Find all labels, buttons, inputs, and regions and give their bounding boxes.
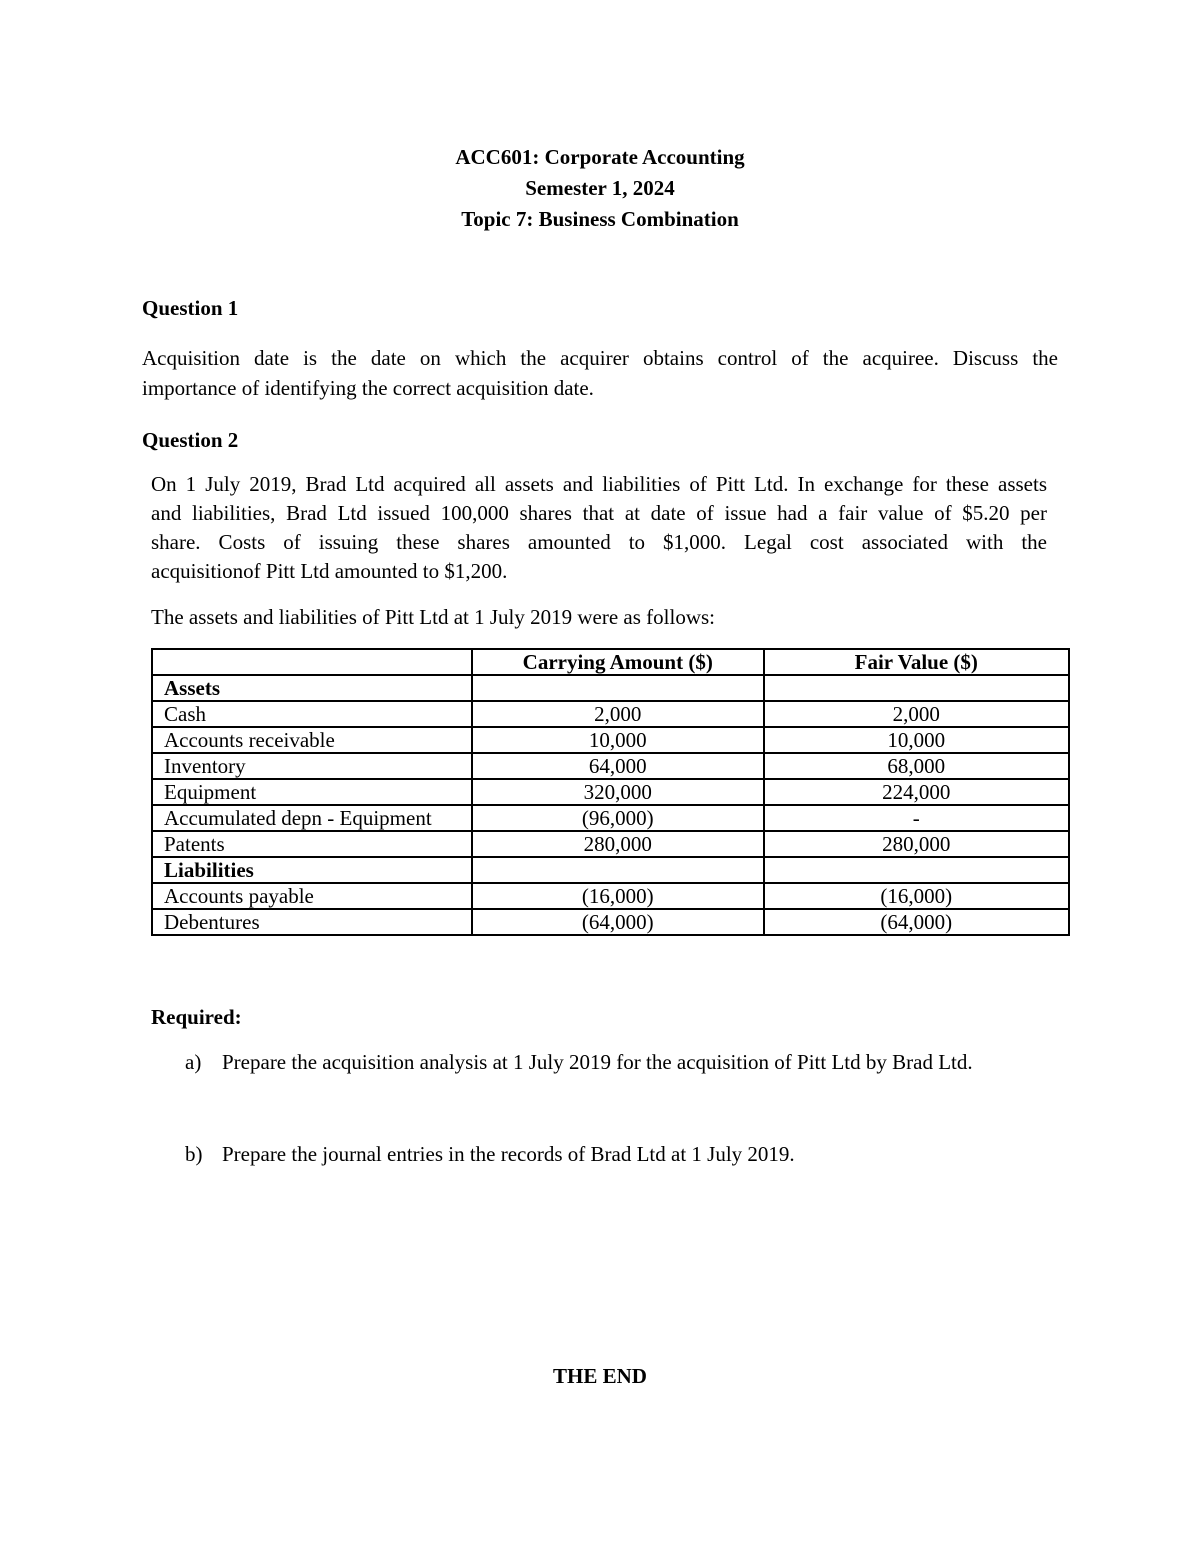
question-2-text	[151, 470, 1047, 586]
the-end-label: THE END	[553, 1364, 647, 1388]
fair-value: 68,000	[764, 753, 1069, 779]
fair-value: 280,000	[764, 831, 1069, 857]
table-header-carrying: Carrying Amount ($)	[472, 649, 764, 675]
fair-value: -	[764, 805, 1069, 831]
required-item-b	[185, 1139, 1045, 1171]
table-header-blank	[152, 649, 472, 675]
carrying-amount: 10,000	[472, 727, 764, 753]
carrying-amount: 280,000	[472, 831, 764, 857]
list-marker: a)	[185, 1050, 202, 1074]
table-row	[152, 779, 1069, 805]
row-label: Accounts payable	[152, 883, 472, 909]
required-heading: Required:	[151, 1005, 242, 1029]
carrying-amount: (96,000)	[472, 805, 764, 831]
table-row	[152, 727, 1069, 753]
table-cell-empty	[764, 675, 1069, 701]
question-2-heading: Question 2	[142, 428, 239, 452]
table-row	[152, 805, 1069, 831]
list-item-text: Prepare the journal entries in the records of Brad Ltd at 1 July 2019.	[222, 1142, 795, 1166]
carrying-amount: (16,000)	[472, 883, 764, 909]
document-header	[0, 142, 1200, 235]
table-row	[152, 883, 1069, 909]
question-1-text	[142, 343, 1058, 403]
row-label: Debentures	[152, 909, 472, 935]
question-1-heading: Question 1	[142, 296, 239, 320]
list-marker: b)	[185, 1142, 203, 1166]
fair-value: (64,000)	[764, 909, 1069, 935]
row-label: Equipment	[152, 779, 472, 805]
fair-value: 10,000	[764, 727, 1069, 753]
question-2-line: share. Costs of issuing these shares amounted to $1,000. Legal cost associated with the	[151, 530, 1047, 554]
table-cell-empty	[472, 857, 764, 883]
table-group-row	[152, 857, 1069, 883]
carrying-amount: 2,000	[472, 701, 764, 727]
table-row	[152, 831, 1069, 857]
question-2-line: and liabilities, Brad Ltd issued 100,000 shares that at date of issue had a fair value of $5.20 per	[151, 501, 1047, 525]
carrying-amount: 320,000	[472, 779, 764, 805]
row-label: Patents	[152, 831, 472, 857]
carrying-amount: 64,000	[472, 753, 764, 779]
row-label: Accumulated depn - Equipment	[152, 805, 472, 831]
fair-value: 224,000	[764, 779, 1069, 805]
table-header-fair: Fair Value ($)	[764, 649, 1069, 675]
table-row	[152, 701, 1069, 727]
row-label: Cash	[152, 701, 472, 727]
semester-line: Semester 1, 2024	[525, 176, 675, 200]
row-label: Inventory	[152, 753, 472, 779]
table-row	[152, 753, 1069, 779]
fair-value: 2,000	[764, 701, 1069, 727]
assets-group-label: Assets	[152, 675, 472, 701]
question-1-line: importance of identifying the correct acquisition date.	[142, 376, 594, 400]
question-2-line: acquisitionof Pitt Ltd amounted to $1,200.	[151, 559, 508, 583]
course-title: ACC601: Corporate Accounting	[455, 145, 745, 169]
question-1-line: Acquisition date is the date on which the acquirer obtains control of the acquiree. Discuss the	[142, 346, 1058, 370]
question-2-line: On 1 July 2019, Brad Ltd acquired all assets and liabilities of Pitt Ltd. In exchange for these assets	[151, 472, 1047, 496]
table-intro: The assets and liabilities of Pitt Ltd at 1 July 2019 were as follows:	[151, 605, 715, 629]
table-row	[152, 909, 1069, 935]
required-item-a	[185, 1047, 1045, 1109]
carrying-amount: (64,000)	[472, 909, 764, 935]
liabilities-group-label: Liabilities	[152, 857, 472, 883]
table-group-row	[152, 675, 1069, 701]
table-header-row	[152, 649, 1069, 675]
table-cell-empty	[764, 857, 1069, 883]
table-cell-empty	[472, 675, 764, 701]
list-item-text: Prepare the acquisition analysis at 1 July 2019 for the acquisition of Pitt Ltd by Brad Ltd.	[222, 1050, 973, 1074]
assets-liabilities-table	[151, 648, 1070, 936]
fair-value: (16,000)	[764, 883, 1069, 909]
topic-line: Topic 7: Business Combination	[461, 207, 739, 231]
row-label: Accounts receivable	[152, 727, 472, 753]
